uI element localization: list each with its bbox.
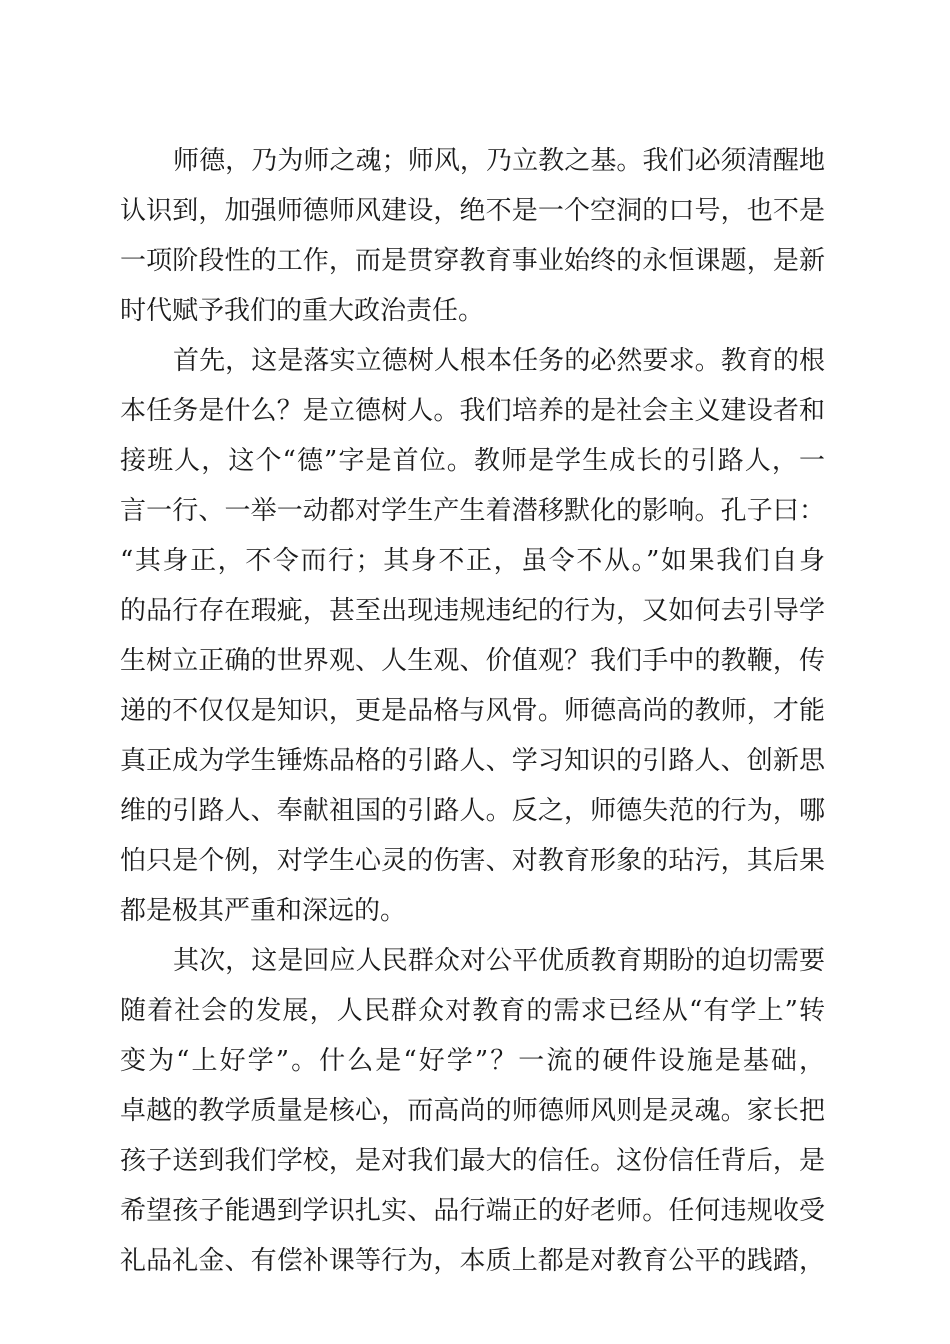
text-line: 维的引路人、奉献祖国的引路人。反之，师德失范的行为，哪 xyxy=(120,796,825,826)
text-line: 师德，乃为师之魂；师风，乃立教之基。我们必须清醒地 xyxy=(173,146,825,176)
text-line: 时代赋予我们的重大政治责任。 xyxy=(120,296,485,326)
text-line: 本任务是什么？是立德树人。我们培养的是社会主义建设者和 xyxy=(120,396,825,426)
text-line: 都是极其严重和深远的。 xyxy=(120,896,407,926)
paragraph-1 xyxy=(120,136,825,336)
text-line: 首先，这是落实立德树人根本任务的必然要求。教育的根 xyxy=(173,346,825,376)
text-line: 一项阶段性的工作，而是贯穿教育事业始终的永恒课题，是新 xyxy=(120,246,825,276)
text-line: 礼品礼金、有偿补课等行为，本质上都是对教育公平的践踏， xyxy=(120,1246,825,1276)
text-line: 孩子送到我们学校，是对我们最大的信任。这份信任背后，是 xyxy=(120,1146,825,1176)
text-line: 卓越的教学质量是核心，而高尚的师德师风则是灵魂。家长把 xyxy=(120,1096,825,1126)
text-line: 随着社会的发展，人民群众对教育的需求已经从“有学上”转 xyxy=(120,996,825,1026)
text-line: 生树立正确的世界观、人生观、价值观？我们手中的教鞭，传 xyxy=(120,646,825,676)
text-line: 希望孩子能遇到学识扎实、品行端正的好老师。任何违规收受 xyxy=(120,1196,825,1226)
text-line: 的品行存在瑕疵，甚至出现违规违纪的行为，又如何去引导学 xyxy=(120,596,825,626)
paragraph-2 xyxy=(120,336,825,936)
paragraph-3 xyxy=(120,936,825,1286)
text-line: 认识到，加强师德师风建设，绝不是一个空洞的口号，也不是 xyxy=(120,196,825,226)
text-line: 言一行、一举一动都对学生产生着潜移默化的影响。孔子曰： xyxy=(120,496,825,526)
text-line: 其次，这是回应人民群众对公平优质教育期盼的迫切需要 xyxy=(173,946,825,976)
text-line: 真正成为学生锤炼品格的引路人、学习知识的引路人、创新思 xyxy=(120,746,825,776)
text-line: “其身正，不令而行；其身不正，虽令不从。”如果我们自身 xyxy=(120,546,825,576)
document-body xyxy=(120,136,825,1286)
text-line: 怕只是个例，对学生心灵的伤害、对教育形象的玷污，其后果 xyxy=(120,846,825,876)
text-line: 变为“上好学”。什么是“好学”？一流的硬件设施是基础， xyxy=(120,1046,825,1076)
text-line: 接班人，这个“德”字是首位。教师是学生成长的引路人，一 xyxy=(120,446,825,476)
text-line: 递的不仅仅是知识，更是品格与风骨。师德高尚的教师，才能 xyxy=(120,696,825,726)
